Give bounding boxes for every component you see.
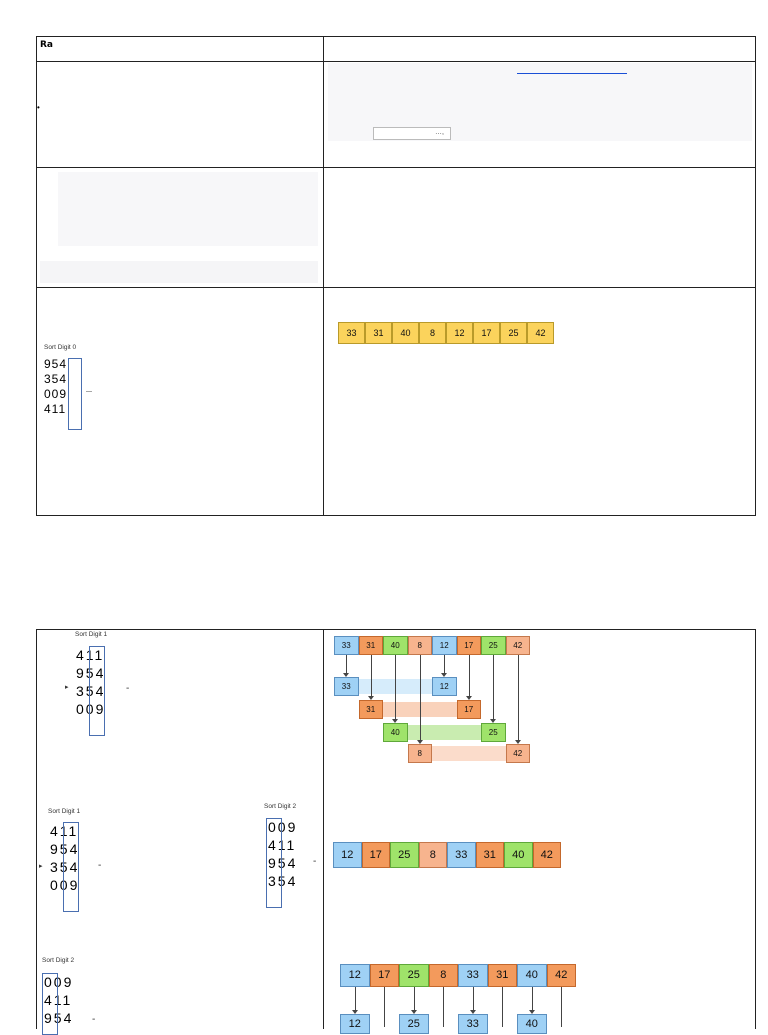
array-cell: 42: [527, 322, 554, 344]
array-cell: 33: [458, 1014, 488, 1034]
digit-row: 954: [50, 841, 80, 857]
arrow-line: [493, 655, 494, 719]
row2-input-box[interactable]: …,: [373, 127, 451, 140]
dash-mark: -: [98, 860, 102, 871]
array-cell: 8: [419, 322, 446, 344]
digit-row: 009: [76, 701, 106, 717]
array-cell: 8: [429, 964, 459, 987]
array-cell: 31: [488, 964, 518, 987]
arrow-line: [384, 987, 385, 1027]
array-cell: 31: [476, 842, 505, 868]
array-cell: 33: [458, 964, 488, 987]
array-cell: 12: [340, 1014, 370, 1034]
sort-digit-0-title: Sort Digit 0: [44, 344, 77, 351]
arrow-line: [420, 655, 421, 740]
array-cell: 8: [408, 744, 433, 763]
array-cell: 40: [383, 636, 408, 655]
dash-mark: -: [313, 856, 317, 867]
arrow-marker: ▸: [39, 863, 43, 870]
bucket-band: [408, 725, 482, 740]
sort-digit-1b-title: Sort Digit 1: [48, 808, 81, 815]
digit-column-highlight: [89, 646, 105, 736]
table-1-header-left: Ra: [40, 40, 54, 50]
arrowhead: [392, 719, 398, 723]
arrowhead: [466, 696, 472, 700]
sort-digit-2-title: Sort Digit 2: [264, 803, 297, 810]
digit-column-highlight: [42, 973, 58, 1035]
array-cell: 12: [432, 677, 457, 696]
digit-row: 954: [268, 855, 298, 871]
bucket-diagram-digit-2: [340, 964, 576, 1030]
arrow-line: [443, 987, 444, 1027]
array-cell: 42: [506, 744, 531, 763]
bucket-band: [432, 746, 506, 761]
digit-row: 411: [76, 647, 105, 663]
dash-mark: -: [92, 1014, 96, 1025]
array-cell: 17: [473, 322, 500, 344]
array-cell: 42: [533, 842, 562, 868]
array-cell: 25: [500, 322, 527, 344]
digit-row: 954: [44, 1010, 74, 1026]
digit-row: 354: [44, 372, 68, 386]
row3-left-shaded-panel: [58, 172, 318, 246]
digit-row: 009: [268, 819, 298, 835]
array-cell: 17: [362, 842, 391, 868]
arrow-line: [502, 987, 503, 1027]
digit-row: 411: [268, 837, 297, 853]
array-cell: 33: [334, 636, 359, 655]
array-cell: 8: [408, 636, 433, 655]
arrow-line: [444, 655, 445, 673]
array-cell: 17: [457, 636, 482, 655]
array-cell: 40: [517, 1014, 547, 1034]
digit-row: 009: [44, 387, 68, 401]
digit-column-highlight: [68, 358, 82, 430]
digit-row: 954: [76, 665, 106, 681]
array-cell: 42: [547, 964, 577, 987]
digit-row: 354: [268, 873, 298, 889]
digit-row: 411: [50, 823, 79, 839]
digit-row: 009: [44, 974, 74, 990]
result-array-digit-1: [333, 842, 565, 868]
arrowhead: [417, 740, 423, 744]
array-cell: 8: [419, 842, 448, 868]
digit-row: 411: [44, 402, 67, 416]
row2-bullet: •: [37, 103, 40, 112]
array-cell: 40: [504, 842, 533, 868]
array-cell: 40: [517, 964, 547, 987]
yellow-array: [338, 322, 554, 344]
array-cell: 33: [338, 322, 365, 344]
sort-digit-0-figure: [44, 357, 104, 431]
digit-row: 354: [50, 859, 80, 875]
array-cell: 31: [359, 700, 384, 719]
arrowhead: [515, 740, 521, 744]
array-cell: 17: [370, 964, 400, 987]
array-cell: 12: [432, 636, 457, 655]
array-cell: 42: [506, 636, 531, 655]
arrow-line: [518, 655, 519, 740]
array-cell: 25: [399, 1014, 429, 1034]
sort-digit-2b-title: Sort Digit 2: [42, 957, 75, 964]
array-cell: 17: [457, 700, 482, 719]
arrowhead: [343, 673, 349, 677]
array-cell: 31: [365, 322, 392, 344]
arrow-line: [355, 987, 356, 1010]
digit-row: 411: [44, 992, 73, 1008]
digit-row: 954: [44, 357, 68, 371]
digit-column-highlight: [63, 822, 79, 912]
arrow-line: [395, 655, 396, 719]
array-cell: 33: [447, 842, 476, 868]
digit-row: 009: [50, 877, 80, 893]
arrow-line: [469, 655, 470, 696]
array-cell: 25: [481, 723, 506, 742]
array-cell: 12: [340, 964, 370, 987]
array-cell: 25: [481, 636, 506, 655]
array-cell: 33: [334, 677, 359, 696]
arrowhead: [490, 719, 496, 723]
row3-left-shaded-strip: [40, 261, 318, 283]
array-cell: 12: [446, 322, 473, 344]
arrow-line: [473, 987, 474, 1010]
array-cell: 40: [383, 723, 408, 742]
dash-mark: —: [86, 389, 92, 395]
digit-column-highlight: [266, 818, 282, 908]
arrow-line: [346, 655, 347, 673]
row2-link-underline[interactable]: [517, 73, 627, 74]
digit-row: 354: [76, 683, 106, 699]
array-cell: 12: [333, 842, 362, 868]
arrow-line: [371, 655, 372, 696]
array-cell: 25: [399, 964, 429, 987]
array-cell: 25: [390, 842, 419, 868]
arrowhead: [441, 673, 447, 677]
arrowhead: [368, 696, 374, 700]
arrow-line: [532, 987, 533, 1010]
array-cell: 40: [392, 322, 419, 344]
dash-mark: -: [126, 683, 130, 694]
arrow-marker: ▸: [65, 684, 69, 691]
sort-digit-2-figure: [268, 818, 328, 908]
bucket-diagram-digit-1: [334, 636, 554, 766]
arrow-line: [561, 987, 562, 1027]
sort-digit-1-title: Sort Digit 1: [75, 631, 108, 638]
arrow-line: [414, 987, 415, 1010]
array-cell: 31: [359, 636, 384, 655]
